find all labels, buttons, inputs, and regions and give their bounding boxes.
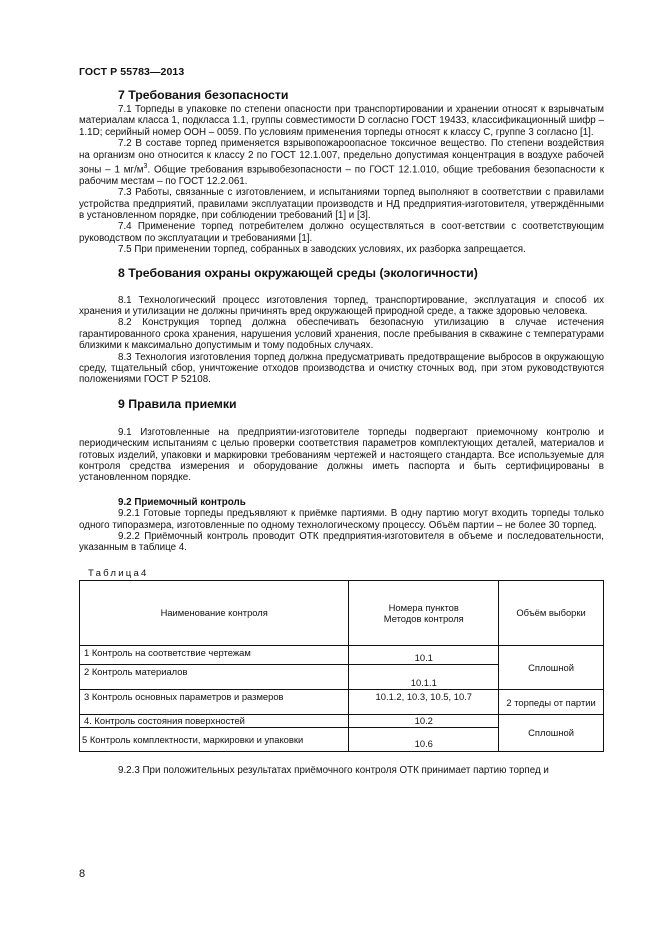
row-1-methods: 10.1 (349, 646, 499, 665)
paragraph-7-1: 7.1 Торпеды в упаковке по степени опасности при транспортировании и хранении относят к взрывчатым материалам класса 1, подкласса 1.1, группы совместимости D согласно ГОСТ 19433, классификационный шифр – 1.1D; серийный номер ООН – 0059. По условиям применения торпеды относят к классу С, группе 3 согласно [1]. (79, 104, 604, 138)
paragraph-7-3: 7.3 Работы, связанные с изготовлением, и испытаниями торпед выполняют в соответствии с правилами устройства предприятий, правилами эксплуатации производств и НД предприятия-изготовителя, утверждёнными в установленном порядке, при соблюдении требований [1] и [3]. (79, 187, 604, 221)
row-3-methods: 10.1.2, 10.3, 10.5, 10.7 (349, 690, 499, 715)
superscript-3: 3 (143, 163, 148, 171)
section-8 (79, 266, 604, 386)
paragraph-9-2-3: 9.2.3 При положительных результатах приёмочного контроля ОТК принимает партию торпед и (118, 764, 549, 776)
merged-sample-solid-2: Сплошной (499, 715, 604, 751)
table-header-row (80, 581, 604, 646)
header-method-numbers: Номера пунктов Методов контроля (349, 581, 499, 646)
paragraph-9-1: 9.1 Изготовленные на предприятии-изготовителе торпеды подвергают приемочному контролю и периодическим испытаниям с целью проверки соответствия параметров комплектующих деталей, материалов и готовых изделий, упаковки и маркировки требованиям чертежей и настоящего стандарта. Все используемые для контроля средства измерения и оборудование должны иметь паспорта и быть сертифицированы в установленном порядке. (79, 426, 604, 484)
acceptance-control-table (79, 580, 604, 751)
row-5-methods: 10.6 (349, 727, 499, 751)
row-2-methods: 10.1.1 (349, 665, 499, 690)
header-control-name: Наименование контроля (80, 581, 349, 646)
header-sample-size: Объём выборки (499, 581, 604, 646)
row-2-name: 2 Контроль материалов (80, 665, 349, 690)
page-content (79, 88, 604, 776)
paragraph-7-2-text: 7.2 В составе торпед применяется взрывопожароопасное токсичное вещество. По степени воздействия на организм оно относится к классу 2 по ГОСТ 12.1.007, предельно допустимая концентрация в воздухе рабочей зоны – 1 мг/м (79, 138, 604, 176)
paragraph-8-3: 8.3 Технология изготовления торпед должна предусматривать предотвращение выбросов в окружающую среду, тщательный сбор, уничтожение отходов производства и очистку сточных вод, при этом руководствуются положениями ГОСТ Р 52108. (79, 351, 604, 386)
merged-sample-solid-1: Сплошной (499, 646, 604, 690)
row-3-sample: 2 торпеды от партии (499, 690, 604, 715)
row-1-name: 1 Контроль на соответствие чертежам (80, 646, 349, 665)
subsection-9-2-title: 9.2 Приемочный контроль (118, 496, 246, 508)
row-3-name: 3 Контроль основных параметров и размеров (80, 690, 349, 715)
table-row (80, 715, 604, 727)
table-row (80, 646, 604, 665)
paragraph-7-2 (79, 138, 604, 187)
row-4-name: 4. Контроль состояния поверхностей (80, 715, 349, 727)
paragraph-7-5: 7.5 При применении торпед, собранных в заводских условиях, их разборка запрещается. (118, 244, 526, 256)
paragraph-7-4: 7.4 Применение торпед потребителем должно осуществляться в соот-ветствии с соответствующим руководством по эксплуатации и требованиями [1]. (79, 221, 604, 244)
table-caption: Таблица4 (88, 567, 149, 579)
row-5-name: 5 Контроль комплектности, маркировки и упаковки (80, 727, 349, 751)
section-9 (79, 397, 604, 776)
paragraph-8-1: 8.1 Технологический процесс изготовления торпед, транспортирование, эксплуатация и способ их хранения и утилизации не должны причинять вред окружающей природной среде, а также здоровью человека. (79, 294, 604, 317)
document-code-header: ГОСТ Р 55783—2013 (79, 66, 185, 78)
paragraph-9-2-2: 9.2.2 Приёмочный контроль проводит ОТК предприятия-изготовителя в объеме и последовательности, указанным в таблице 4. (79, 531, 604, 554)
section-7-title: 7 Требования безопасности (118, 88, 289, 102)
paragraph-7-2-tail: . Общие требования взрывобезопасности – по ГОСТ 12.1.010, общие требования безопасности к рабочим местам – по ГОСТ 12.2.061. (79, 164, 604, 187)
section-9-title: 9 Правила приемки (118, 396, 237, 411)
page-number: 8 (79, 868, 86, 880)
table-row (80, 690, 604, 715)
paragraph-9-2-1: 9.2.1 Готовые торпеды предъявляют к приёмке партиями. В одну партию могут входить торпеды только одного типоразмера, изготовленные по одному технологическому процессу. Объём партии – не более 30 торпед. (79, 508, 604, 531)
section-8-title: 8 Требования охраны окружающей среды (экологичности) (118, 265, 478, 280)
section-7 (79, 88, 604, 256)
paragraph-8-2: 8.2 Конструкция торпед должна обеспечивать безопасную утилизацию в случае истечения гарантированного срока хранения, нарушения условий хранения, после пребывания в скважине с температурами близкими к максимально допустимым и тому подобных случаях. (79, 317, 604, 352)
row-4-methods: 10.2 (349, 715, 499, 727)
